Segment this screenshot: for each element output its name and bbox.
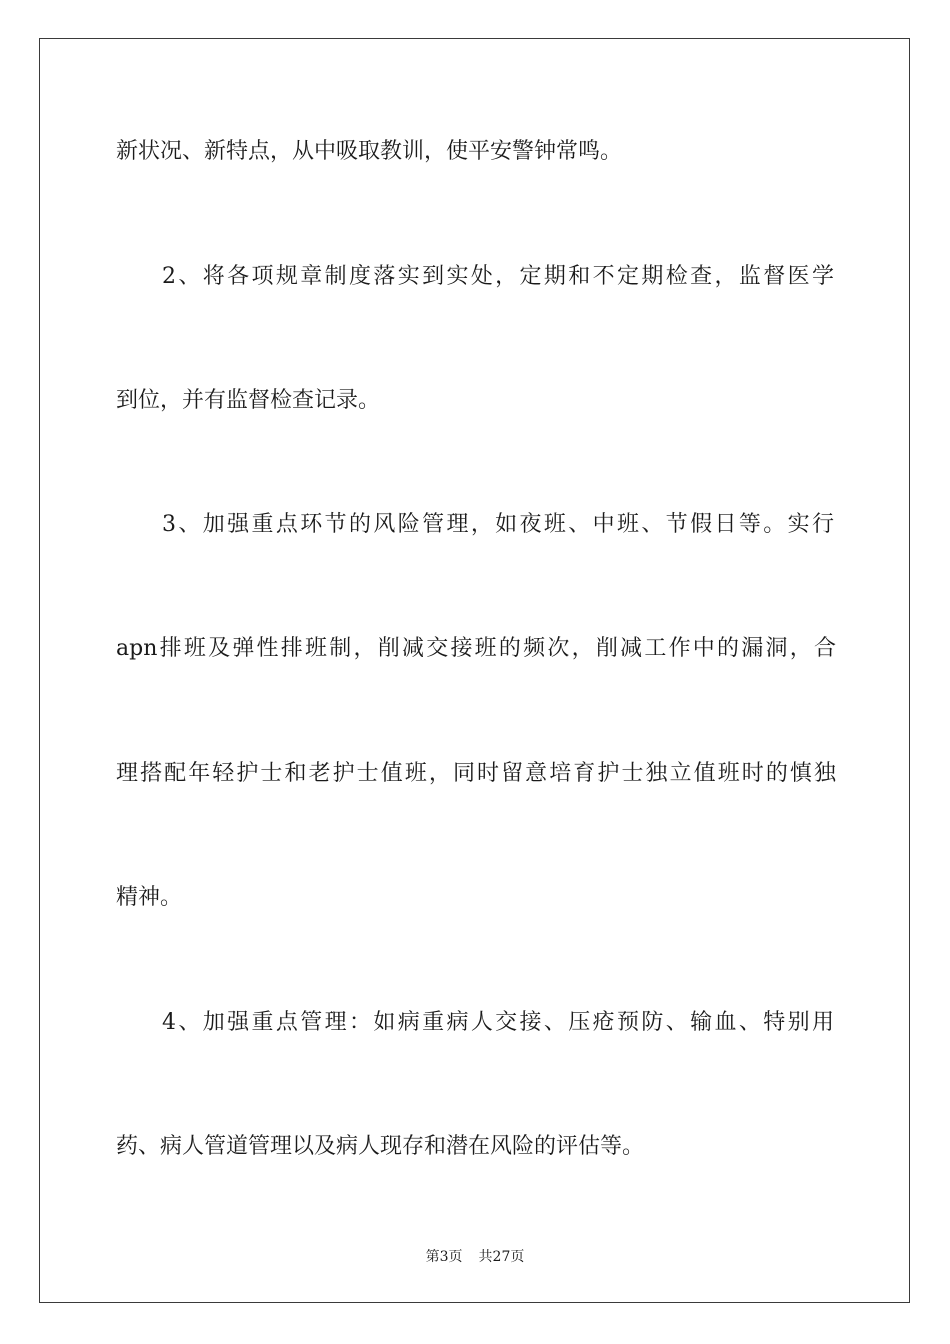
paragraph-line: 理搭配年轻护士和老护士值班，同时留意培育护士独立值班时的慎独 [116, 761, 836, 786]
page-frame [39, 38, 910, 1303]
paragraph-line: 2、将各项规章制度落实到实处，定期和不定期检查，监督医学 [162, 264, 834, 289]
paragraph-line: 药、病人管道管理以及病人现存和潜在风险的评估等。 [116, 1134, 645, 1159]
paragraph-line: 4、加强重点管理：如病重病人交接、压疮预防、输血、特别用 [162, 1010, 834, 1035]
page-footer [0, 1247, 950, 1267]
paragraph-line: 精神。 [116, 885, 183, 910]
paragraph-line: 新状况、新特点，从中吸取教训，使平安警钟常鸣。 [116, 139, 623, 164]
page-number: 第3页 [425, 1249, 463, 1265]
paragraph-line: apn排班及弹性排班制，削减交接班的频次，削减工作中的漏洞，合 [116, 636, 836, 661]
page-total: 共27页 [478, 1249, 525, 1265]
paragraph-line: 3、加强重点环节的风险管理，如夜班、中班、节假日等。实行 [162, 512, 834, 537]
paragraph-line: 到位，并有监督检查记录。 [116, 388, 381, 413]
